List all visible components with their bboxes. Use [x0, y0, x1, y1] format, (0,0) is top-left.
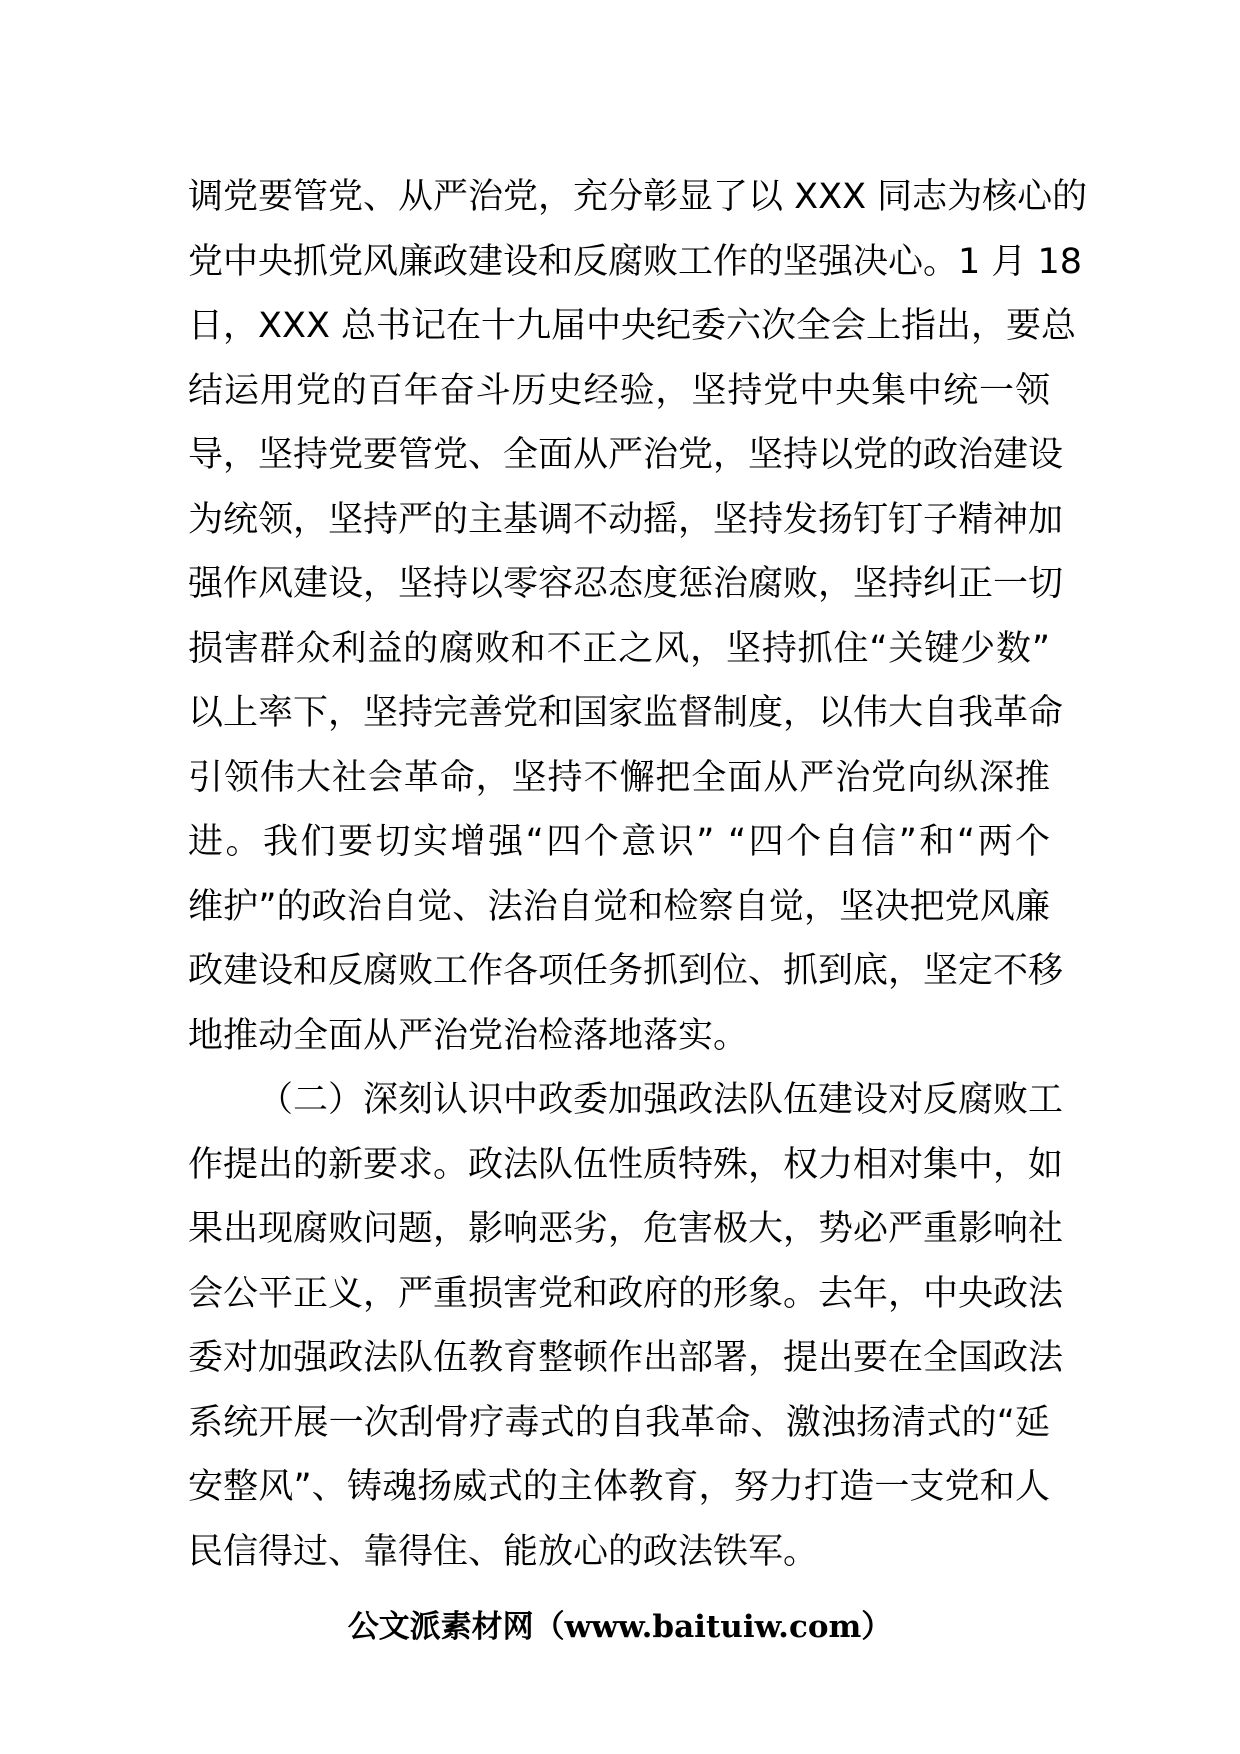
page-footer: 公文派素材网（www.baituiw.com） — [347, 1609, 893, 1645]
text-line: 政建设和反腐败工作各项任务抓到位、抓到底，坚定不移 — [188, 951, 1064, 991]
text-line: 结运用党的百年奋斗历史经验，坚持党中央集中统一领 — [188, 370, 1050, 411]
text-line: 系统开展一次刮骨疗毒式的自我革命、激浊扬清式的“延 — [188, 1402, 1050, 1443]
text-line: 为统领，坚持严的主基调不动摇，坚持发扬钉钉子精神加 — [188, 499, 1064, 540]
text-line: 调党要管党、从严治党，充分彰显了以 XXX 同志为核心的 — [188, 177, 1088, 217]
text-line: 导，坚持党要管党、全面从严治党，坚持以党的政治建设 — [188, 435, 1064, 475]
text-line: 维护”的政治自觉、法治自觉和检察自觉，坚决把党风廉 — [188, 886, 1050, 927]
text-line: 强作风建设，坚持以零容忍态度惩治腐败，坚持纠正一切 — [188, 564, 1064, 604]
text-line: 地推动全面从严治党治检落地落实。 — [188, 1015, 749, 1056]
text-line: 会公平正义，严重损害党和政府的形象。去年，中央政法 — [188, 1273, 1064, 1314]
text-line: 党中央抓党风廉政建设和反腐败工作的坚强决心。1 月 18 — [188, 241, 1083, 282]
text-line: 作提出的新要求。政法队伍性质特殊，权力相对集中，如 — [188, 1144, 1064, 1185]
text-line: 委对加强政法队伍教育整顿作出部署，提出要在全国政法 — [188, 1338, 1064, 1378]
text-line: 以上率下，坚持完善党和国家监督制度，以伟大自我革命 — [188, 693, 1064, 733]
text-line: 安整风”、铸魂扬威式的主体教育，努力打造一支党和人 — [188, 1467, 1050, 1507]
text-line: 日，XXX 总书记在十九届中央纪委六次全会上指出，要总 — [188, 306, 1077, 346]
text-line: 进。我们要切实增强“四个意识” “四个自信”和“两个 — [188, 822, 1050, 862]
text-line: 果出现腐败问题，影响恶劣，危害极大，势必严重影响社 — [188, 1209, 1064, 1249]
section-heading-line: （二）深刻认识中政委加强政法队伍建设对反腐败工 — [258, 1080, 1064, 1120]
text-line: 民信得过、靠得住、能放心的政法铁军。 — [188, 1531, 819, 1572]
text-line: 引领伟大社会革命，坚持不懈把全面从严治党向纵深推 — [188, 757, 1050, 798]
text-line: 损害群众利益的腐败和不正之风，坚持抓住“关键少数” — [188, 628, 1050, 669]
document-body — [188, 165, 1088, 1584]
